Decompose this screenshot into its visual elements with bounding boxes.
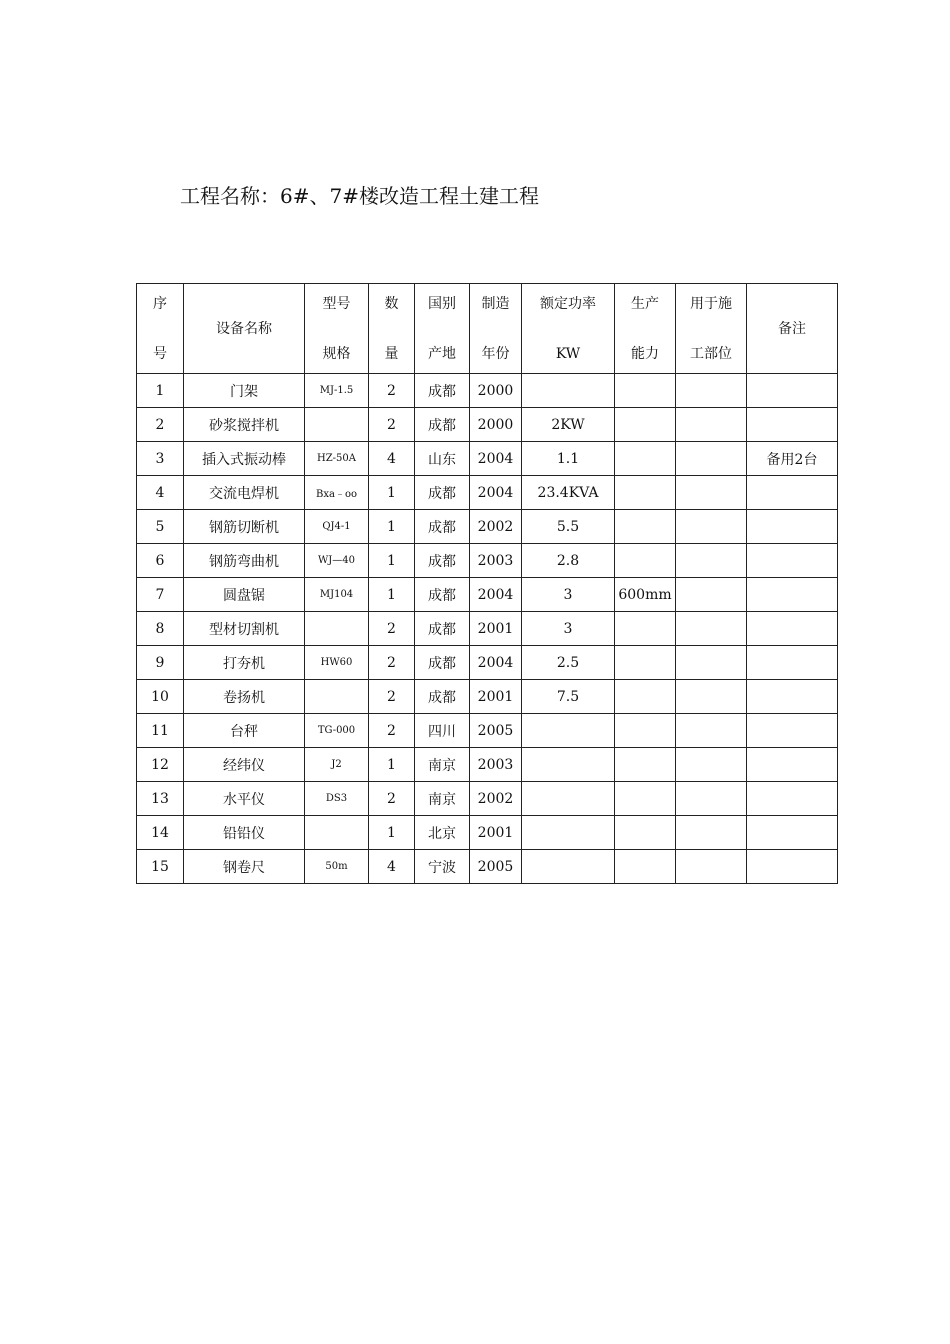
- cell-quantity: 2: [369, 374, 415, 408]
- header-usage-location-line1: 用于施: [690, 295, 732, 312]
- cell-year: 2002: [470, 510, 522, 544]
- cell-usage-location: [676, 374, 747, 408]
- header-capacity-line2: 能力: [631, 345, 659, 362]
- cell-quantity: 1: [369, 816, 415, 850]
- cell-rated-power: [522, 816, 615, 850]
- cell-model: 50m: [305, 850, 369, 884]
- cell-usage-location: [676, 850, 747, 884]
- cell-capacity: [615, 408, 676, 442]
- cell-year: 2000: [470, 374, 522, 408]
- cell-remarks: [747, 680, 838, 714]
- cell-seq: 10: [137, 680, 184, 714]
- cell-device-name: 经纬仪: [184, 748, 305, 782]
- table-row: [137, 544, 838, 578]
- cell-seq: 4: [137, 476, 184, 510]
- cell-device-name: 台秤: [184, 714, 305, 748]
- cell-quantity: 2: [369, 646, 415, 680]
- cell-origin: 成都: [415, 680, 470, 714]
- header-remarks-line1: 备注: [778, 320, 806, 337]
- cell-model: MJ-1.5: [305, 374, 369, 408]
- cell-seq: 9: [137, 646, 184, 680]
- table-row: [137, 816, 838, 850]
- cell-remarks: [747, 782, 838, 816]
- cell-usage-location: [676, 476, 747, 510]
- table-row: [137, 782, 838, 816]
- header-usage-location-line2: 工部位: [690, 345, 732, 362]
- cell-rated-power: [522, 714, 615, 748]
- header-origin-line2: 产地: [428, 345, 456, 362]
- cell-quantity: 2: [369, 408, 415, 442]
- cell-capacity: [615, 646, 676, 680]
- cell-rated-power: 7.5: [522, 680, 615, 714]
- cell-remarks: [747, 544, 838, 578]
- cell-model: [305, 816, 369, 850]
- cell-device-name: 圆盘锯: [184, 578, 305, 612]
- cell-capacity: [615, 680, 676, 714]
- cell-model: QJ4-1: [305, 510, 369, 544]
- cell-model: HW60: [305, 646, 369, 680]
- cell-remarks: [747, 578, 838, 612]
- cell-rated-power: 1.1: [522, 442, 615, 476]
- cell-remarks: [747, 850, 838, 884]
- cell-usage-location: [676, 782, 747, 816]
- cell-rated-power: [522, 782, 615, 816]
- cell-rated-power: [522, 850, 615, 884]
- cell-device-name: 钢筋弯曲机: [184, 544, 305, 578]
- table-row: [137, 578, 838, 612]
- cell-remarks: [747, 374, 838, 408]
- header-rated-power-line2: KW: [555, 345, 581, 362]
- cell-capacity: [615, 442, 676, 476]
- cell-origin: 成都: [415, 578, 470, 612]
- table-row: [137, 476, 838, 510]
- cell-year: 2001: [470, 680, 522, 714]
- cell-model: [305, 680, 369, 714]
- cell-model: HZ-50A: [305, 442, 369, 476]
- cell-rated-power: 2KW: [522, 408, 615, 442]
- header-quantity-line1: 数: [384, 295, 399, 312]
- cell-model: WJ—40: [305, 544, 369, 578]
- cell-seq: 11: [137, 714, 184, 748]
- cell-origin: 成都: [415, 612, 470, 646]
- cell-quantity: 1: [369, 544, 415, 578]
- cell-remarks: [747, 714, 838, 748]
- cell-year: 2001: [470, 612, 522, 646]
- cell-remarks: [747, 646, 838, 680]
- cell-capacity: 600mm: [615, 578, 676, 612]
- cell-model: [305, 612, 369, 646]
- cell-seq: 7: [137, 578, 184, 612]
- cell-seq: 6: [137, 544, 184, 578]
- cell-model: DS3: [305, 782, 369, 816]
- cell-quantity: 2: [369, 782, 415, 816]
- cell-quantity: 1: [369, 748, 415, 782]
- cell-origin: 山东: [415, 442, 470, 476]
- cell-capacity: [615, 714, 676, 748]
- cell-device-name: 卷扬机: [184, 680, 305, 714]
- header-device-name-line1: 设备名称: [216, 320, 272, 337]
- cell-remarks: 备用2台: [747, 442, 838, 476]
- table-row: [137, 442, 838, 476]
- cell-origin: 北京: [415, 816, 470, 850]
- cell-quantity: 1: [369, 510, 415, 544]
- header-capacity: [615, 284, 676, 374]
- cell-year: 2004: [470, 646, 522, 680]
- cell-seq: 13: [137, 782, 184, 816]
- cell-model: MJ104: [305, 578, 369, 612]
- table-row: [137, 680, 838, 714]
- cell-model: Bxa﹣oo: [305, 476, 369, 510]
- cell-capacity: [615, 510, 676, 544]
- table-row: [137, 748, 838, 782]
- cell-quantity: 4: [369, 442, 415, 476]
- cell-usage-location: [676, 408, 747, 442]
- cell-seq: 14: [137, 816, 184, 850]
- cell-device-name: 钢筋切断机: [184, 510, 305, 544]
- cell-year: 2004: [470, 578, 522, 612]
- cell-origin: 成都: [415, 476, 470, 510]
- cell-origin: 南京: [415, 782, 470, 816]
- header-remarks: [747, 284, 838, 374]
- cell-device-name: 砂浆搅拌机: [184, 408, 305, 442]
- cell-device-name: 铅铅仪: [184, 816, 305, 850]
- cell-usage-location: [676, 578, 747, 612]
- cell-rated-power: [522, 748, 615, 782]
- cell-remarks: [747, 816, 838, 850]
- header-device-name: [184, 284, 305, 374]
- cell-device-name: 插入式振动棒: [184, 442, 305, 476]
- cell-origin: 南京: [415, 748, 470, 782]
- cell-year: 2003: [470, 544, 522, 578]
- cell-seq: 5: [137, 510, 184, 544]
- header-quantity-line2: 量: [384, 345, 399, 362]
- cell-seq: 3: [137, 442, 184, 476]
- cell-year: 2004: [470, 476, 522, 510]
- table-row: [137, 714, 838, 748]
- cell-rated-power: 2.8: [522, 544, 615, 578]
- cell-capacity: [615, 374, 676, 408]
- cell-usage-location: [676, 748, 747, 782]
- cell-usage-location: [676, 442, 747, 476]
- header-seq: [137, 284, 184, 374]
- cell-usage-location: [676, 646, 747, 680]
- cell-quantity: 4: [369, 850, 415, 884]
- cell-year: 2001: [470, 816, 522, 850]
- header-capacity-line1: 生产: [631, 295, 659, 312]
- header-usage-location: [676, 284, 747, 374]
- header-seq-line2: 号: [153, 345, 167, 362]
- cell-usage-location: [676, 680, 747, 714]
- table-row: [137, 510, 838, 544]
- cell-year: 2004: [470, 442, 522, 476]
- header-year: [470, 284, 522, 374]
- header-model: [305, 284, 369, 374]
- cell-seq: 15: [137, 850, 184, 884]
- cell-usage-location: [676, 714, 747, 748]
- cell-capacity: [615, 748, 676, 782]
- document-title: 工程名称：6#、7#楼改造工程土建工程: [180, 184, 539, 208]
- cell-usage-location: [676, 544, 747, 578]
- cell-origin: 成都: [415, 510, 470, 544]
- cell-rated-power: 3: [522, 612, 615, 646]
- cell-capacity: [615, 476, 676, 510]
- cell-origin: 四川: [415, 714, 470, 748]
- cell-device-name: 交流电焊机: [184, 476, 305, 510]
- header-year-line1: 制造: [481, 295, 510, 312]
- cell-capacity: [615, 612, 676, 646]
- cell-remarks: [747, 510, 838, 544]
- table-header-row: [137, 284, 838, 374]
- cell-rated-power: [522, 374, 615, 408]
- table-row: [137, 612, 838, 646]
- cell-quantity: 2: [369, 680, 415, 714]
- cell-capacity: [615, 782, 676, 816]
- cell-quantity: 1: [369, 578, 415, 612]
- cell-rated-power: 5.5: [522, 510, 615, 544]
- cell-quantity: 2: [369, 714, 415, 748]
- header-rated-power-line1: 额定功率: [540, 295, 596, 312]
- cell-origin: 宁波: [415, 850, 470, 884]
- header-quantity: [369, 284, 415, 374]
- cell-model: J2: [305, 748, 369, 782]
- table-row: [137, 850, 838, 884]
- cell-year: 2005: [470, 714, 522, 748]
- cell-remarks: [747, 612, 838, 646]
- cell-model: TG-000: [305, 714, 369, 748]
- cell-seq: 12: [137, 748, 184, 782]
- cell-device-name: 打夯机: [184, 646, 305, 680]
- cell-capacity: [615, 850, 676, 884]
- cell-quantity: 1: [369, 476, 415, 510]
- header-model-line2: 规格: [322, 345, 351, 362]
- cell-usage-location: [676, 510, 747, 544]
- header-seq-line1: 序: [153, 295, 167, 312]
- header-rated-power: [522, 284, 615, 374]
- cell-seq: 1: [137, 374, 184, 408]
- cell-rated-power: 2.5: [522, 646, 615, 680]
- cell-rated-power: 3: [522, 578, 615, 612]
- cell-origin: 成都: [415, 374, 470, 408]
- cell-usage-location: [676, 816, 747, 850]
- cell-device-name: 门架: [184, 374, 305, 408]
- cell-usage-location: [676, 612, 747, 646]
- cell-device-name: 水平仪: [184, 782, 305, 816]
- header-origin-line1: 国别: [428, 295, 456, 312]
- cell-model: [305, 408, 369, 442]
- cell-year: 2000: [470, 408, 522, 442]
- header-model-line1: 型号: [322, 295, 351, 312]
- cell-remarks: [747, 748, 838, 782]
- cell-device-name: 钢卷尺: [184, 850, 305, 884]
- cell-seq: 2: [137, 408, 184, 442]
- cell-quantity: 2: [369, 612, 415, 646]
- header-year-line2: 年份: [481, 345, 510, 362]
- equipment-table: [136, 283, 838, 884]
- header-origin: [415, 284, 470, 374]
- cell-capacity: [615, 816, 676, 850]
- cell-capacity: [615, 544, 676, 578]
- cell-device-name: 型材切割机: [184, 612, 305, 646]
- table-row: [137, 408, 838, 442]
- cell-origin: 成都: [415, 408, 470, 442]
- table-row: [137, 374, 838, 408]
- cell-origin: 成都: [415, 646, 470, 680]
- cell-remarks: [747, 408, 838, 442]
- cell-year: 2003: [470, 748, 522, 782]
- cell-year: 2005: [470, 850, 522, 884]
- cell-origin: 成都: [415, 544, 470, 578]
- cell-rated-power: 23.4KVA: [522, 476, 615, 510]
- cell-remarks: [747, 476, 838, 510]
- cell-year: 2002: [470, 782, 522, 816]
- table-row: [137, 646, 838, 680]
- cell-seq: 8: [137, 612, 184, 646]
